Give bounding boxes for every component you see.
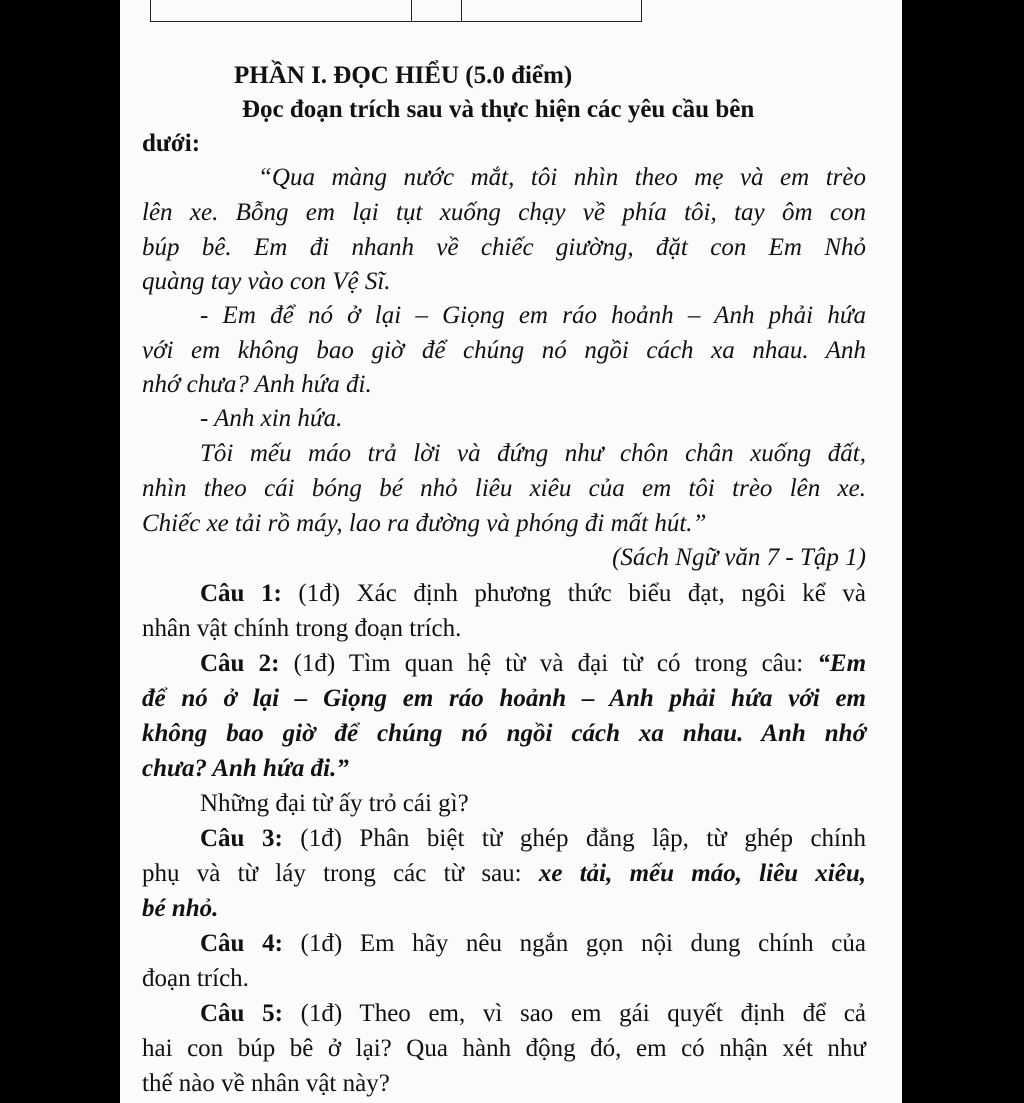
section-title: PHẦN I. ĐỌC HIỂU (5.0 điểm) bbox=[234, 62, 573, 89]
question-4-line-1: Câu 4: (1đ) Em hãy nêu ngắn gọn nội dung chính của bbox=[200, 930, 866, 957]
excerpt-line: Tôi mếu máo trả lời và đứng như chôn chân xuống đất, bbox=[200, 440, 866, 467]
instruction-line-1: Đọc đoạn trích sau và thực hiện các yêu cầu bên bbox=[242, 96, 755, 123]
excerpt-line: “Qua màng nước mắt, tôi nhìn theo mẹ và em trèo bbox=[258, 164, 866, 191]
question-1-line-1: Câu 1: (1đ) Xác định phương thức biểu đạt, ngôi kể và bbox=[200, 580, 866, 607]
excerpt-line: nhìn theo cái bóng bé nhỏ liêu xiêu của em tôi trèo lên xe. bbox=[142, 475, 866, 502]
question-3-line-1: Câu 3: (1đ) Phân biệt từ ghép đẳng lập, từ ghép chính bbox=[200, 825, 866, 852]
question-2-label: Câu 2: bbox=[200, 650, 280, 677]
excerpt-line: nhớ chưa? Anh hứa đi. bbox=[142, 371, 372, 398]
excerpt-line: quàng tay vào con Vệ Sĩ. bbox=[142, 268, 391, 295]
question-4-line-2: đoạn trích. bbox=[142, 965, 249, 992]
question-5-line-2: hai con búp bê ở lại? Qua hành động đó, em có nhận xét như bbox=[142, 1035, 866, 1062]
excerpt-line: búp bê. Em đi nhanh về chiếc giường, đặt con Em Nhỏ bbox=[142, 234, 866, 261]
question-2-line-5: Những đại từ ấy trỏ cái gì? bbox=[200, 790, 469, 817]
excerpt-source: (Sách Ngữ văn 7 - Tập 1) bbox=[612, 544, 866, 571]
excerpt-line: lên xe. Bỗng em lại tụt xuống chạy về phía tôi, tay ôm con bbox=[142, 199, 866, 226]
header-table bbox=[150, 0, 642, 22]
instruction-line-2: dưới: bbox=[142, 130, 201, 157]
question-3-label: Câu 3: bbox=[200, 825, 283, 852]
question-5-label: Câu 5: bbox=[200, 1000, 283, 1027]
table-divider bbox=[411, 0, 412, 21]
question-1-line-2: nhân vật chính trong đoạn trích. bbox=[142, 615, 462, 642]
question-3-line-2: phụ và từ láy trong các từ sau: xe tải, mếu máo, liêu xiêu, bbox=[142, 860, 867, 887]
question-2-line-1: Câu 2: (1đ) Tìm quan hệ từ và đại từ có trong câu: “Em bbox=[200, 650, 867, 677]
excerpt-line: - Anh xin hứa. bbox=[200, 405, 343, 432]
table-divider bbox=[461, 0, 462, 21]
question-1-label: Câu 1: bbox=[200, 580, 282, 607]
question-5-line-1: Câu 5: (1đ) Theo em, vì sao em gái quyết định để cả bbox=[200, 1000, 867, 1027]
question-2-line-3: không bao giờ để chúng nó ngồi cách xa nhau. Anh nhớ bbox=[142, 720, 866, 747]
question-5-line-3: thế nào về nhân vật này? bbox=[142, 1070, 390, 1097]
excerpt-line: với em không bao giờ để chúng nó ngồi cách xa nhau. Anh bbox=[142, 337, 866, 364]
excerpt-line: Chiếc xe tải rồ máy, lao ra đường và phóng đi mất hút.” bbox=[142, 510, 707, 537]
question-3-line-3: bé nhỏ. bbox=[142, 895, 219, 922]
question-2-line-2: để nó ở lại – Giọng em ráo hoảnh – Anh phải hứa với em bbox=[142, 685, 866, 712]
question-4-label: Câu 4: bbox=[200, 930, 283, 957]
document-page bbox=[120, 0, 902, 1103]
excerpt-line: - Em để nó ở lại – Giọng em ráo hoảnh – Anh phải hứa bbox=[200, 302, 866, 329]
question-2-line-4: chưa? Anh hứa đi.” bbox=[142, 755, 349, 782]
